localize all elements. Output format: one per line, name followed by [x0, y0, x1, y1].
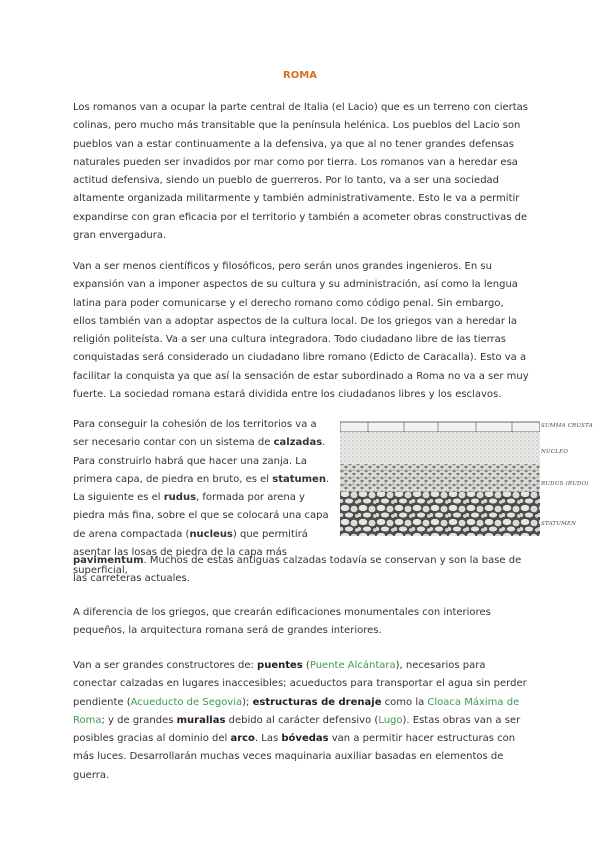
text-run: ), necesarios para conectar calzadas en lugares inaccesibles; acueductos para transportar el agua sin perder pendiente ( — [73, 660, 527, 708]
page-title: ROMA — [283, 70, 317, 81]
label-nucleo: NÚCLEO — [541, 449, 569, 455]
label-rudus: RUDUS (RUDO) — [541, 481, 589, 487]
layer-rudus — [340, 464, 540, 492]
term-nucleus: nucleus — [189, 528, 233, 540]
text-run: , formada por arena y piedra más fina, sobre el que se colocará una capa de arena compactada ( — [73, 492, 329, 540]
text-run: Para conseguir la cohesión de los territorios va a ser necesario contar con un sistema de — [73, 419, 317, 449]
term-drenaje: estructuras de drenaje — [252, 696, 382, 708]
text-run: ) que permitirá asentar las losas de piedra de la capa más superficial, — [73, 528, 308, 577]
paragraph-constructions — [73, 657, 529, 785]
term-arco: arco — [230, 733, 255, 745]
text-run: ( — [302, 660, 310, 671]
text-run: ). Estas obras van a ser posibles gracias al dominio del — [73, 714, 521, 745]
term-puentes: puentes — [257, 660, 303, 671]
roman-road-layers-diagram — [340, 420, 540, 536]
text-run: . Para construirlo habrá que hacer una zanja. La primera capa, de piedra en bruto, es el — [73, 437, 326, 485]
paragraph-interiors: A diferencia de los griegos, que crearán edificaciones monumentales con interiores pequeños, la arquitectura romana será de grandes interiores. — [73, 607, 491, 637]
text-run: ); — [242, 696, 253, 708]
layer-statumen — [340, 492, 540, 536]
label-statumen: STATUMEN — [541, 521, 577, 527]
text-run: como la — [381, 696, 428, 708]
link-acueducto-segovia[interactable]: Acueducto de Segovia — [130, 696, 243, 708]
link-lugo[interactable]: Lugo — [378, 714, 403, 726]
label-summa-crusta: SUMMA CRUSTA — [541, 423, 593, 429]
term-bovedas: bóvedas — [281, 733, 329, 745]
paragraph-roads-continued — [73, 552, 529, 589]
text-run: debido al carácter defensivo ( — [225, 714, 379, 726]
term-rudus: rudus — [163, 492, 197, 504]
layer-nucleo — [340, 432, 540, 464]
text-run: Van a ser grandes constructores de: — [73, 660, 258, 671]
paragraph-engineers: Van a ser menos científicos y filosóficos, pero serán unos grandes ingenieros. En su expansión van a imponer aspectos de su cultura y su administración, así como la lengua latina para poder comunicarse y el derecho romano como código penal. Sin embargo, ellos también van a adoptar aspectos de la cultura local. De los griegos van a heredar la religión politeísta. Va a ser una cultura integradora. Todo ciudadano libre de las tierras conquistadas será considerado un ciudadano libre romano (Edicto de Caracalla). Esto va a facilitar la conquista ya que así la sensación de estar subordinado a Roma no va a ser muy fuerte. La sociedad romana estará dividida entre los ciudadanos libres y los esclavos. — [73, 261, 529, 401]
paragraph-intro: Los romanos van a ocupar la parte central de Italia (el Lacio) que es un terreno con ciertas colinas, pero mucho más transitable que la península helénica. Los pueblos del Lacio son pueblos van a estar continuamente a la defensiva, ya que al no tener grandes defensas naturales pueden ser invadidos por mar como por tierra. Los romanos van a heredar esa actitud defensiva, siendo un pueblo de guerreros. Por lo tanto, va a ser una sociedad altamente organizada militarmente y también administrativamente. Esto le va a permitir expandirse con gran eficacia por el territorio y también a acometer obras constructivas de gran envergadura. — [73, 102, 528, 242]
term-murallas: murallas — [176, 714, 226, 726]
term-pavimentum: pavimentum — [73, 555, 144, 566]
text-run: . La siguiente es el — [73, 473, 330, 504]
link-puente-alcantara[interactable]: Puente Alcántara — [309, 660, 396, 671]
text-run: ; y de grandes — [101, 714, 177, 726]
text-run: van a permitir hacer estructuras con más luces. Desarrollarán muchas veces maquinaria auxiliar basadas en elementos de guerra. — [73, 733, 516, 781]
link-cloaca-maxima[interactable]: Cloaca Máxima de Roma — [73, 696, 520, 726]
text-run: . Muchos de estas antiguas calzadas todavía se conservan y son la base de las carreteras actuales. — [73, 555, 522, 585]
text-run: . Las — [254, 733, 282, 745]
term-statumen: statumen — [272, 473, 326, 485]
layer-summa-crusta — [340, 422, 540, 432]
term-calzadas: calzadas — [273, 437, 323, 449]
